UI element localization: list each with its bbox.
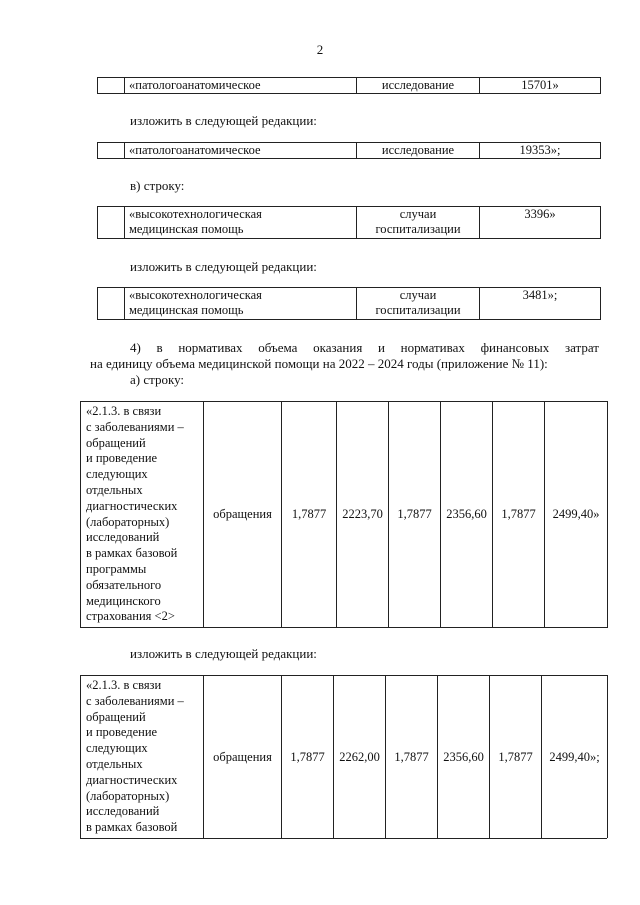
name-line: медицинского — [86, 593, 161, 608]
name-lines — [86, 678, 198, 836]
row-unit: исследование — [357, 143, 480, 159]
row-value: 19353»; — [480, 143, 601, 159]
empty-cell — [98, 207, 125, 239]
empty-cell — [98, 143, 125, 159]
name-line: отдельных — [86, 482, 143, 497]
name-line: «высокотехнологическая — [129, 288, 262, 302]
subsection-b-label: в) строку: — [130, 178, 185, 193]
empty-cell — [98, 288, 125, 320]
row-name: «патологоанатомическое — [125, 78, 357, 94]
name-line: с заболеваниями – — [86, 693, 184, 708]
row-name — [125, 207, 357, 239]
table-row-hightech-old — [97, 206, 601, 239]
name-line: «высокотехнологическая — [129, 207, 262, 221]
name-line: в рамках базовой — [86, 546, 178, 561]
name-line: с заболеваниями – — [86, 419, 184, 434]
name-line: следующих — [86, 467, 148, 482]
row-unit: исследование — [357, 78, 480, 94]
edit-instruction-3: изложить в следующей редакции: — [130, 646, 317, 661]
row-unit — [357, 288, 480, 320]
name-line: диагностических — [86, 498, 178, 513]
name-line: обращений — [86, 709, 146, 724]
row-value-1: 1,7877 — [282, 402, 337, 628]
name-lines — [86, 404, 198, 625]
name-line: (лабораторных) — [86, 788, 170, 803]
unit-line: госпитализации — [375, 222, 461, 236]
table-continuation-clip — [80, 675, 608, 838]
row-name — [81, 402, 204, 628]
unit-line: случаи — [399, 207, 437, 221]
row-unit — [357, 207, 480, 239]
name-line: программы — [86, 561, 147, 576]
name-line: обращений — [86, 435, 146, 450]
row-value-5: 1,7877 — [493, 402, 545, 628]
table-bottom-border — [80, 838, 607, 839]
name-line: исследований — [86, 530, 160, 545]
empty-cell — [98, 78, 125, 94]
row-value-2: 2223,70 — [337, 402, 389, 628]
table-row-2-1-3-old — [80, 401, 608, 628]
name-line: и проведение — [86, 451, 158, 466]
name-line: медицинская помощь — [129, 222, 244, 236]
table-row-hightech-new — [97, 287, 601, 320]
name-line: «2.1.3. в связи — [86, 678, 162, 692]
paragraph-4-line-2: на единицу объема медицинской помощи на 2022 – 2024 годы (приложение № 11): — [90, 356, 548, 371]
row-value-4: 2356,60 — [438, 676, 490, 839]
name-line: отдельных — [86, 756, 143, 771]
row-value: 3396» — [480, 207, 601, 239]
name-line: диагностических — [86, 772, 178, 787]
name-line: медицинская помощь — [129, 303, 244, 317]
row-unit: обращения — [204, 402, 282, 628]
table-row-2-1-3-new — [80, 675, 608, 838]
table-row-pathology-new — [97, 142, 601, 159]
subsection-a-label: а) строку: — [130, 372, 185, 387]
row-value: 15701» — [480, 78, 601, 94]
name-line: следующих — [86, 741, 148, 756]
row-value-6: 2499,40»; — [542, 676, 608, 839]
name-line: в рамках базовой — [86, 820, 178, 835]
name-line: страхования <2> — [86, 609, 175, 624]
row-value-6: 2499,40» — [545, 402, 608, 628]
page-number: 2 — [316, 42, 324, 57]
name-line: (лабораторных) — [86, 514, 170, 529]
row-value-3: 1,7877 — [389, 402, 441, 628]
edit-instruction-2: изложить в следующей редакции: — [130, 259, 317, 274]
row-value-3: 1,7877 — [386, 676, 438, 839]
table-row-pathology-old — [97, 77, 601, 94]
row-name — [81, 676, 204, 839]
paragraph-4-line-1: 4) в нормативах объема оказания и нормативах финансовых затрат — [130, 340, 599, 355]
name-line: обязательного — [86, 577, 162, 592]
row-value-1: 1,7877 — [282, 676, 334, 839]
name-line: и проведение — [86, 725, 158, 740]
unit-line: случаи — [399, 288, 437, 302]
row-name — [125, 288, 357, 320]
row-value: 3481»; — [480, 288, 601, 320]
edit-instruction-1: изложить в следующей редакции: — [130, 113, 317, 128]
name-line: «2.1.3. в связи — [86, 404, 162, 418]
row-value-4: 2356,60 — [441, 402, 493, 628]
unit-line: госпитализации — [375, 303, 461, 317]
row-name: «патологоанатомическое — [125, 143, 357, 159]
row-unit: обращения — [204, 676, 282, 839]
row-value-5: 1,7877 — [490, 676, 542, 839]
row-value-2: 2262,00 — [334, 676, 386, 839]
name-line: исследований — [86, 804, 160, 819]
